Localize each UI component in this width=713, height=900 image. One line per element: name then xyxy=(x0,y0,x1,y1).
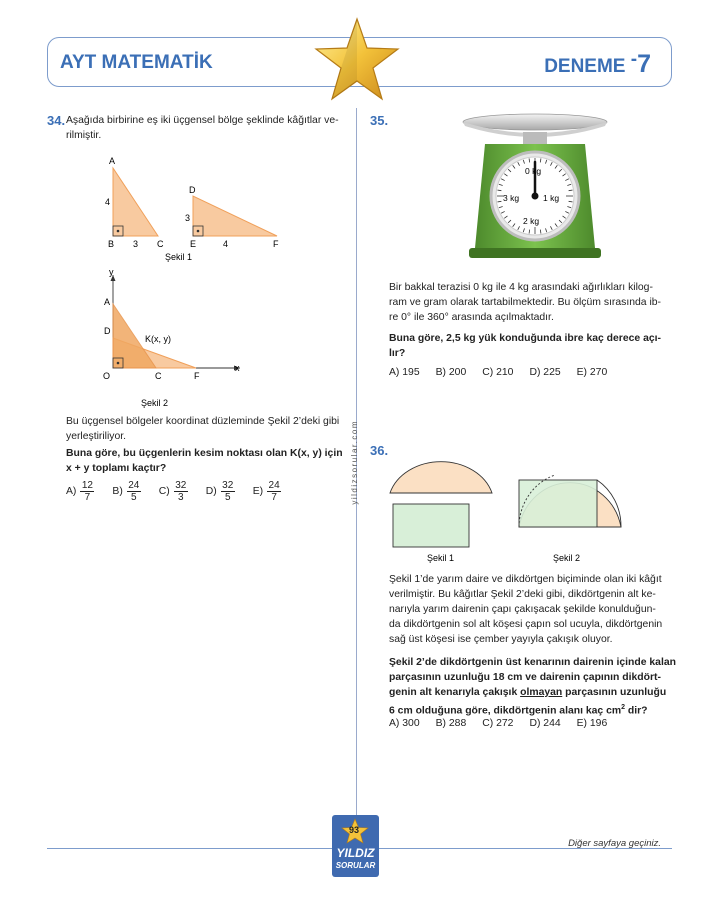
fraction-numerator: 12 xyxy=(81,480,93,491)
q36-option-0: A) 300 xyxy=(389,718,420,729)
q35-question xyxy=(389,331,661,361)
fig1-len-bc: 3 xyxy=(133,239,139,249)
page-number: 93 xyxy=(348,825,359,835)
fig1-caption: Şekil 1 xyxy=(165,252,193,262)
scale-label-0kg: 0 kg xyxy=(525,166,542,176)
exam-name: DENEME xyxy=(544,56,626,77)
q35-body-line3: re 0° ile 360° arasında açılmaktadır. xyxy=(389,312,554,323)
fraction-numerator: 32 xyxy=(222,480,234,491)
fig2-label-k: K(x, y) xyxy=(145,334,171,344)
q34-intro-line1: Aşağıda birbirine eş iki üçgensel bölge şeklinde kâğıtlar ve- xyxy=(66,115,339,126)
fraction-denominator: 3 xyxy=(177,492,184,503)
fig1-label-a: A xyxy=(109,156,116,166)
q36-body-line5: sağ üst köşesi ise çember yayıyla çakışık oluyor. xyxy=(389,634,613,645)
q34-option-fraction xyxy=(221,480,235,503)
scale-label-3kg: 3 kg xyxy=(503,193,520,203)
q36-body xyxy=(389,572,662,647)
q34-options xyxy=(66,480,281,503)
q34-option-letter: C) xyxy=(158,486,170,497)
q34-option-fraction xyxy=(267,480,281,503)
fig2-label-x: x xyxy=(235,363,240,373)
q34-option-4 xyxy=(253,480,281,503)
website-watermark: yildizsorular.com xyxy=(350,420,359,505)
q34-option-2 xyxy=(159,480,188,503)
q34-intro xyxy=(66,113,339,143)
q34-option-letter: B) xyxy=(112,486,123,497)
q35-option-2: C) 210 xyxy=(482,367,514,378)
fraction-denominator: 7 xyxy=(84,492,91,503)
q36-option-4: E) 196 xyxy=(576,718,608,729)
exam-title xyxy=(544,50,651,79)
q36-caption-2: Şekil 2 xyxy=(553,553,581,563)
q35-option-4: E) 270 xyxy=(576,367,608,378)
q36-line4-end: dir? xyxy=(625,705,648,717)
q35-number: 35. xyxy=(370,113,389,128)
q34-option-letter: A) xyxy=(66,486,77,497)
scale-label-1kg: 1 kg xyxy=(543,193,560,203)
q34-option-1 xyxy=(112,480,140,503)
fig1-len-ef: 4 xyxy=(223,239,229,249)
q34-question xyxy=(66,446,343,476)
q35-options xyxy=(389,367,607,378)
q36-line3-underlined: olmayan xyxy=(520,687,563,698)
q35-option-1: B) 200 xyxy=(435,367,467,378)
fig2-label-d: D xyxy=(104,326,111,336)
q36-option-3: D) 244 xyxy=(529,718,561,729)
q36-question xyxy=(389,655,676,718)
q35-body-line2: ram ve gram olarak tartabilmektedir. Bu ölçüm sırasında ib- xyxy=(389,297,661,308)
q34-body xyxy=(66,414,339,444)
fig2-label-o: O xyxy=(103,371,111,381)
q36-figures xyxy=(385,445,630,570)
q35-body xyxy=(389,280,661,325)
publisher-name-line2: SORULAR xyxy=(335,861,376,870)
q36-body-line2: verilmiştir. Bu kâğıtlar Şekil 2’deki gibi, dikdörtgenin alt ke- xyxy=(389,589,656,600)
subject-title: AYT MATEMATİK xyxy=(60,52,213,73)
fig2-label-c: C xyxy=(155,371,162,381)
fraction-denominator: 7 xyxy=(271,492,277,503)
q36-body-line1: Şekil 1’de yarım daire ve dikdörtgen biçiminde olan iki kâğıt xyxy=(389,574,662,585)
q34-figure-1 xyxy=(95,150,295,265)
q35-body-line1: Bir bakkal terazisi 0 kg ile 4 kg arasındaki ağırlıkları kilog- xyxy=(389,282,653,293)
fig2-label-a: A xyxy=(104,297,111,307)
exam-number: 7 xyxy=(637,50,651,78)
q34-option-letter: E) xyxy=(252,486,264,497)
q34-option-fraction xyxy=(174,480,188,503)
q34-question-line1: Buna göre, bu üçgenlerin kesim noktası olan K(x, y) için xyxy=(66,448,343,459)
fig1-label-f: F xyxy=(273,239,279,249)
q36-body-line3: narıyla yarım dairenin çapı çakışacak şekilde konulduğun- xyxy=(389,604,656,615)
q36-question-line1: Şekil 2’de dikdörtgenin üst kenarının dairenin içinde kalan xyxy=(389,657,676,668)
q34-option-fraction xyxy=(127,480,141,503)
q34-question-line2: x + y toplamı kaçtır? xyxy=(66,463,167,474)
q34-number: 34. xyxy=(47,113,66,128)
star-logo-icon xyxy=(312,16,402,104)
scale-label-2kg: 2 kg xyxy=(523,216,540,226)
fraction-numerator: 24 xyxy=(268,480,280,491)
fraction-denominator: 5 xyxy=(224,492,231,503)
exam-dash: - xyxy=(630,49,638,70)
q36-line3-end: parçasının uzunluğu xyxy=(562,687,667,698)
publisher-name-line1: YILDIZ xyxy=(336,846,375,860)
q36-question-line4 xyxy=(389,700,676,718)
fig1-label-c: C xyxy=(157,239,164,249)
q35-question-line2: lır? xyxy=(389,348,406,359)
q35-question-line1: Buna göre, 2,5 kg yük konduğunda ibre kaç derece açı- xyxy=(389,333,661,344)
q34-option-fraction xyxy=(80,480,94,503)
fraction-numerator: 24 xyxy=(128,480,140,491)
q36-line4-superscript: 2 xyxy=(621,704,626,711)
fig2-label-y: y xyxy=(109,267,114,277)
q36-caption-1: Şekil 1 xyxy=(427,553,455,563)
q34-option-3 xyxy=(206,480,235,503)
q35-option-0: A) 195 xyxy=(389,367,420,378)
fig2-label-f: F xyxy=(194,371,200,381)
q34-intro-line2: rilmiştir. xyxy=(66,130,102,141)
q34-option-letter: D) xyxy=(205,486,217,497)
q36-line3-start: genin alt kenarıyla çakışık xyxy=(389,687,521,698)
q34-option-0 xyxy=(66,480,94,503)
next-page-note: Diğer sayfaya geçiniz. xyxy=(568,838,661,849)
q35-option-3: D) 225 xyxy=(529,367,561,378)
fig1-label-b: B xyxy=(108,239,115,249)
q36-number: 36. xyxy=(370,443,389,458)
q36-option-2: C) 272 xyxy=(482,718,514,729)
fraction-denominator: 5 xyxy=(131,492,137,503)
q36-line4-start: 6 cm olduğuna göre, dikdörtgenin alanı kaç cm xyxy=(389,705,622,717)
q36-option-1: B) 288 xyxy=(435,718,467,729)
q34-body-line1: Bu üçgensel bölgeler koordinat düzleminde Şekil 2’deki gibi xyxy=(66,416,340,427)
kitchen-scale-image xyxy=(455,110,615,265)
q34-figure-2 xyxy=(95,265,255,410)
fig1-label-d: D xyxy=(189,185,196,195)
fig2-caption: Şekil 2 xyxy=(141,398,169,408)
q36-question-line2: parçasının uzunluğu 18 cm ve dairenin çapının dikdört- xyxy=(389,672,661,683)
q36-question-line3 xyxy=(389,685,676,700)
q34-body-line2: yerleştiriliyor. xyxy=(66,431,127,442)
q36-options xyxy=(389,718,607,729)
fig1-label-e: E xyxy=(190,239,197,249)
fraction-numerator: 32 xyxy=(175,480,187,491)
q36-body-line4: da dikdörtgenin sol alt köşesi çapın sol ucuyla, dikdörtgenin xyxy=(389,619,663,630)
fig1-len-ab: 4 xyxy=(105,197,111,207)
fig1-len-de: 3 xyxy=(185,213,191,223)
